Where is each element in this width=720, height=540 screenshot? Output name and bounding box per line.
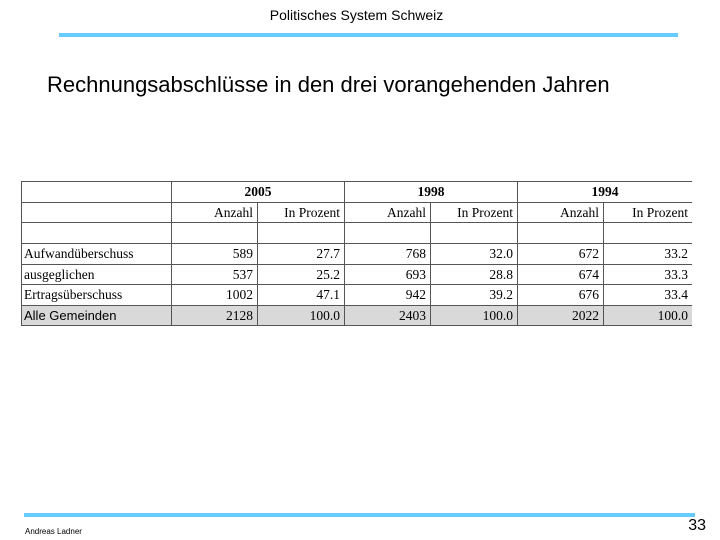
table-cell: 2403 [345, 305, 431, 326]
table-cell: 25.2 [258, 264, 345, 285]
year-header-row [22, 182, 693, 203]
year-header: 1994 [518, 182, 693, 203]
table-cell: 33.3 [604, 264, 693, 285]
table-row [22, 285, 693, 306]
table-cell: 33.4 [604, 285, 693, 306]
table-cell: 768 [345, 244, 431, 265]
table-cell: 47.1 [258, 285, 345, 306]
footer-divider [24, 513, 695, 517]
row-label: ausgeglichen [22, 264, 172, 285]
table-cell: 537 [172, 264, 258, 285]
row-label: Aufwandüberschuss [22, 244, 172, 265]
year-header: 2005 [172, 182, 345, 203]
row-label: Alle Gemeinden [22, 305, 172, 326]
table-row [22, 244, 693, 265]
table-cell: 672 [518, 244, 604, 265]
table-cell: 693 [345, 264, 431, 285]
spacer-row [22, 223, 693, 244]
row-label: Ertragsüberschuss [22, 285, 172, 306]
column-header: In Prozent [258, 202, 345, 223]
table-cell: 33.2 [604, 244, 693, 265]
header-title: Politisches System Schweiz [269, 7, 444, 23]
table-cell: 100.0 [604, 305, 693, 326]
total-row [22, 305, 693, 326]
page-number: 33 [688, 517, 706, 534]
column-header: In Prozent [431, 202, 518, 223]
table-cell: 676 [518, 285, 604, 306]
footer-author: Andreas Ladner [25, 527, 82, 536]
table-cell: 39.2 [431, 285, 518, 306]
table-cell: 589 [172, 244, 258, 265]
table-cell: 942 [345, 285, 431, 306]
corner-cell [22, 182, 172, 203]
results-table [21, 181, 692, 326]
table-row [22, 264, 693, 285]
year-header: 1998 [345, 182, 518, 203]
table-cell: 28.8 [431, 264, 518, 285]
table-cell: 674 [518, 264, 604, 285]
slide-title: Rechnungsabschlüsse in den drei vorangehenden Jahren [47, 72, 610, 97]
column-header: Anzahl [518, 202, 604, 223]
header-divider [59, 33, 678, 37]
table-cell: 1002 [172, 285, 258, 306]
column-header: In Prozent [604, 202, 693, 223]
table-cell: 100.0 [258, 305, 345, 326]
results-table-container [21, 181, 692, 329]
table-cell: 32.0 [431, 244, 518, 265]
subheader-blank-cell [22, 202, 172, 223]
table-cell: 2128 [172, 305, 258, 326]
table-cell: 27.7 [258, 244, 345, 265]
table-cell: 2022 [518, 305, 604, 326]
table-cell: 100.0 [431, 305, 518, 326]
column-header: Anzahl [345, 202, 431, 223]
subheader-row [22, 202, 693, 223]
column-header: Anzahl [172, 202, 258, 223]
